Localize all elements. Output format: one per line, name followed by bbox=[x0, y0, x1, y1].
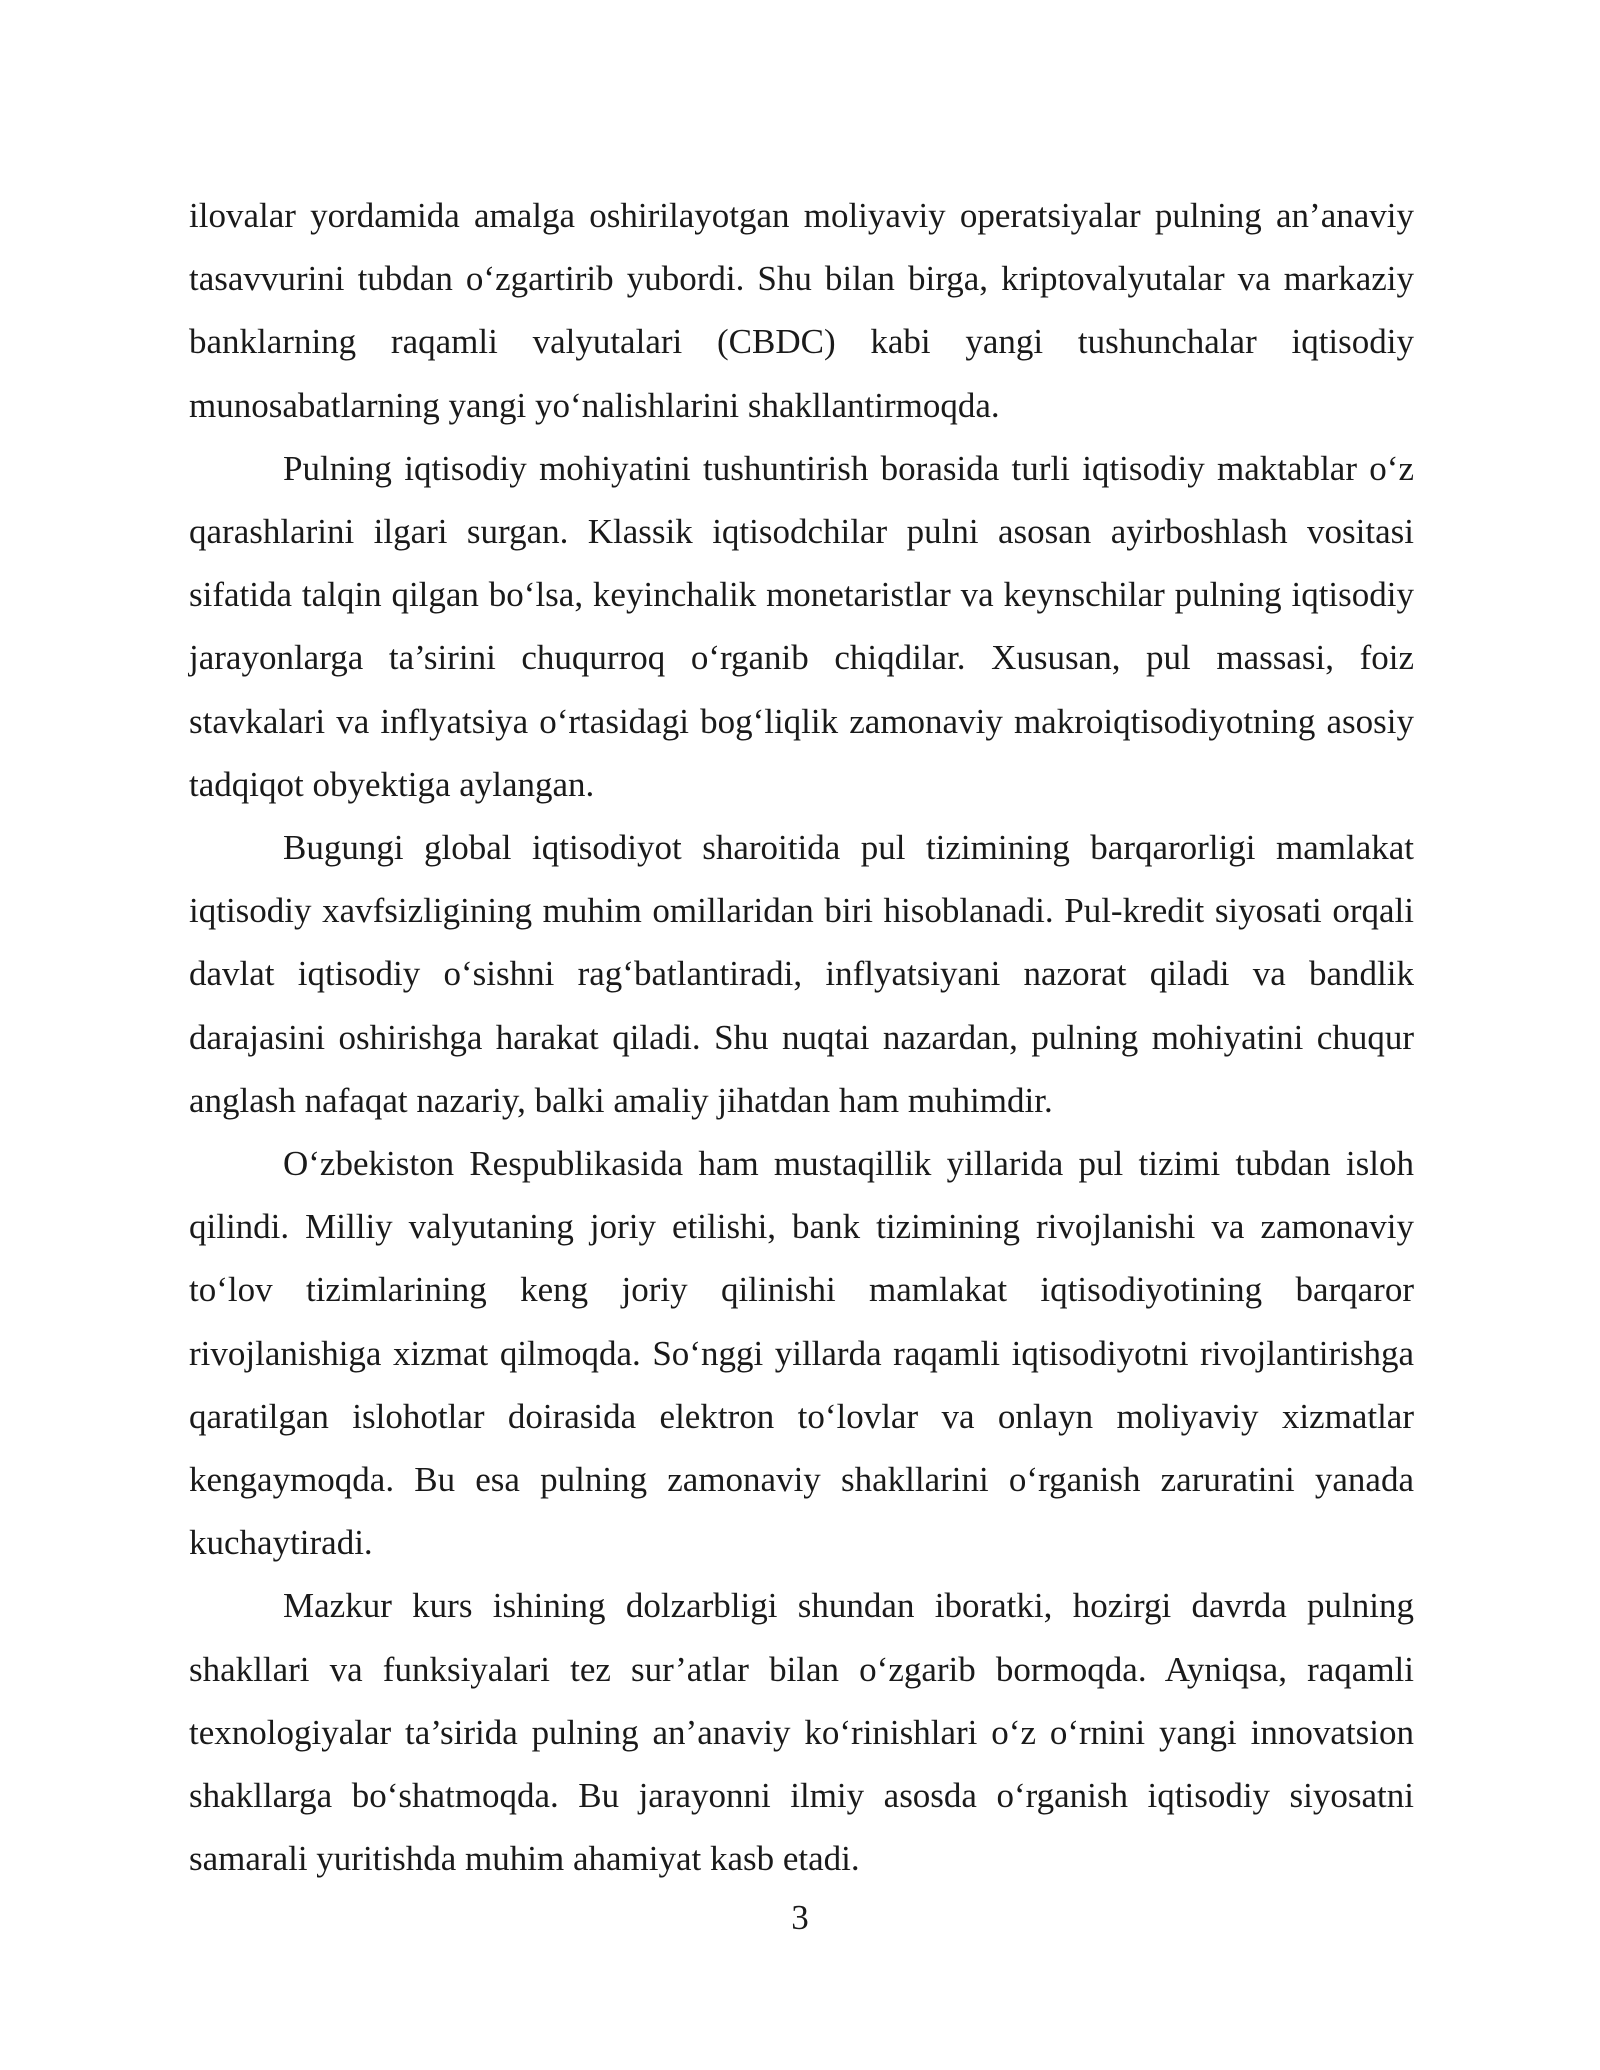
paragraph-2: Pulning iqtisodiy mohiyatini tushuntirish borasida turli iqtisodiy maktablar o‘z qarashlarini ilgari surgan. Klassik iqtisodchilar pulni asosan ayirboshlash vositasi sifatida talqin qilgan bo‘lsa, keyinchalik monetaristlar va keynschilar pulning iqtisodiy jarayonlarga ta’sirini chuqurroq o‘rganib chiqdilar. Xususan, pul massasi, foiz stavkalari va inflyatsiya o‘rtasidagi bog‘liqlik zamonaviy makroiqtisodiyotning asosiy tadqiqot obyektiga aylangan. bbox=[189, 448, 1414, 804]
paragraph-1: ilovalar yordamida amalga oshirilayotgan moliyaviy operatsiyalar pulning an’anaviy tasavvurini tubdan o‘zgartirib yubordi. Shu bilan birga, kriptovalyutalar va markaziy banklarning raqamli valyutalari (CBDC) kabi yangi tushunchalar iqtisodiy munosabatlarning yangi yo‘nalishlarini shakllantirmoqda. bbox=[189, 196, 1414, 425]
page-number: 3 bbox=[791, 1898, 809, 1937]
paragraph-4: O‘zbekiston Respublikasida ham mustaqillik yillarida pul tizimi tubdan isloh qilindi. Milliy valyutaning joriy etilishi, bank tizimining rivojlanishi va zamonaviy to‘lov tizimlarining keng joriy qilinishi mamlakat iqtisodiyotining barqaror rivojlanishiga xizmat qilmoqda. So‘nggi yillarda raqamli iqtisodiyotni rivojlantirishga qaratilgan islohotlar doirasida elektron to‘lovlar va onlayn moliyaviy xizmatlar kengaymoqda. Bu esa pulning zamonaviy shakllarini o‘rganish zaruratini yanada kuchaytiradi. bbox=[189, 1144, 1414, 1563]
paragraph-5: Mazkur kurs ishining dolzarbligi shundan iboratki, hozirgi davrda pulning shakllari va funksiyalari tez sur’atlar bilan o‘zgarib bormoqda. Ayniqsa, raqamli texnologiyalar ta’sirida pulning an’anaviy ko‘rinishlari o‘z o‘rnini yangi innovatsion shakllarga bo‘shatmoqda. Bu jarayonni ilmiy asosda o‘rganish iqtisodiy siyosatni samarali yuritishda muhim ahamiyat kasb etadi. bbox=[189, 1586, 1414, 1879]
document-body bbox=[189, 184, 1414, 1890]
paragraph-3: Bugungi global iqtisodiyot sharoitida pul tizimining barqarorligi mamlakat iqtisodiy xavfsizligining muhim omillaridan biri hisoblanadi. Pul-kredit siyosati orqali davlat iqtisodiy o‘sishni rag‘batlantiradi, inflyatsiyani nazorat qiladi va bandlik darajasini oshirishga harakat qiladi. Shu nuqtai nazardan, pulning mohiyatini chuqur anglash nafaqat nazariy, balki amaliy jihatdan ham muhimdir. bbox=[189, 828, 1414, 1120]
